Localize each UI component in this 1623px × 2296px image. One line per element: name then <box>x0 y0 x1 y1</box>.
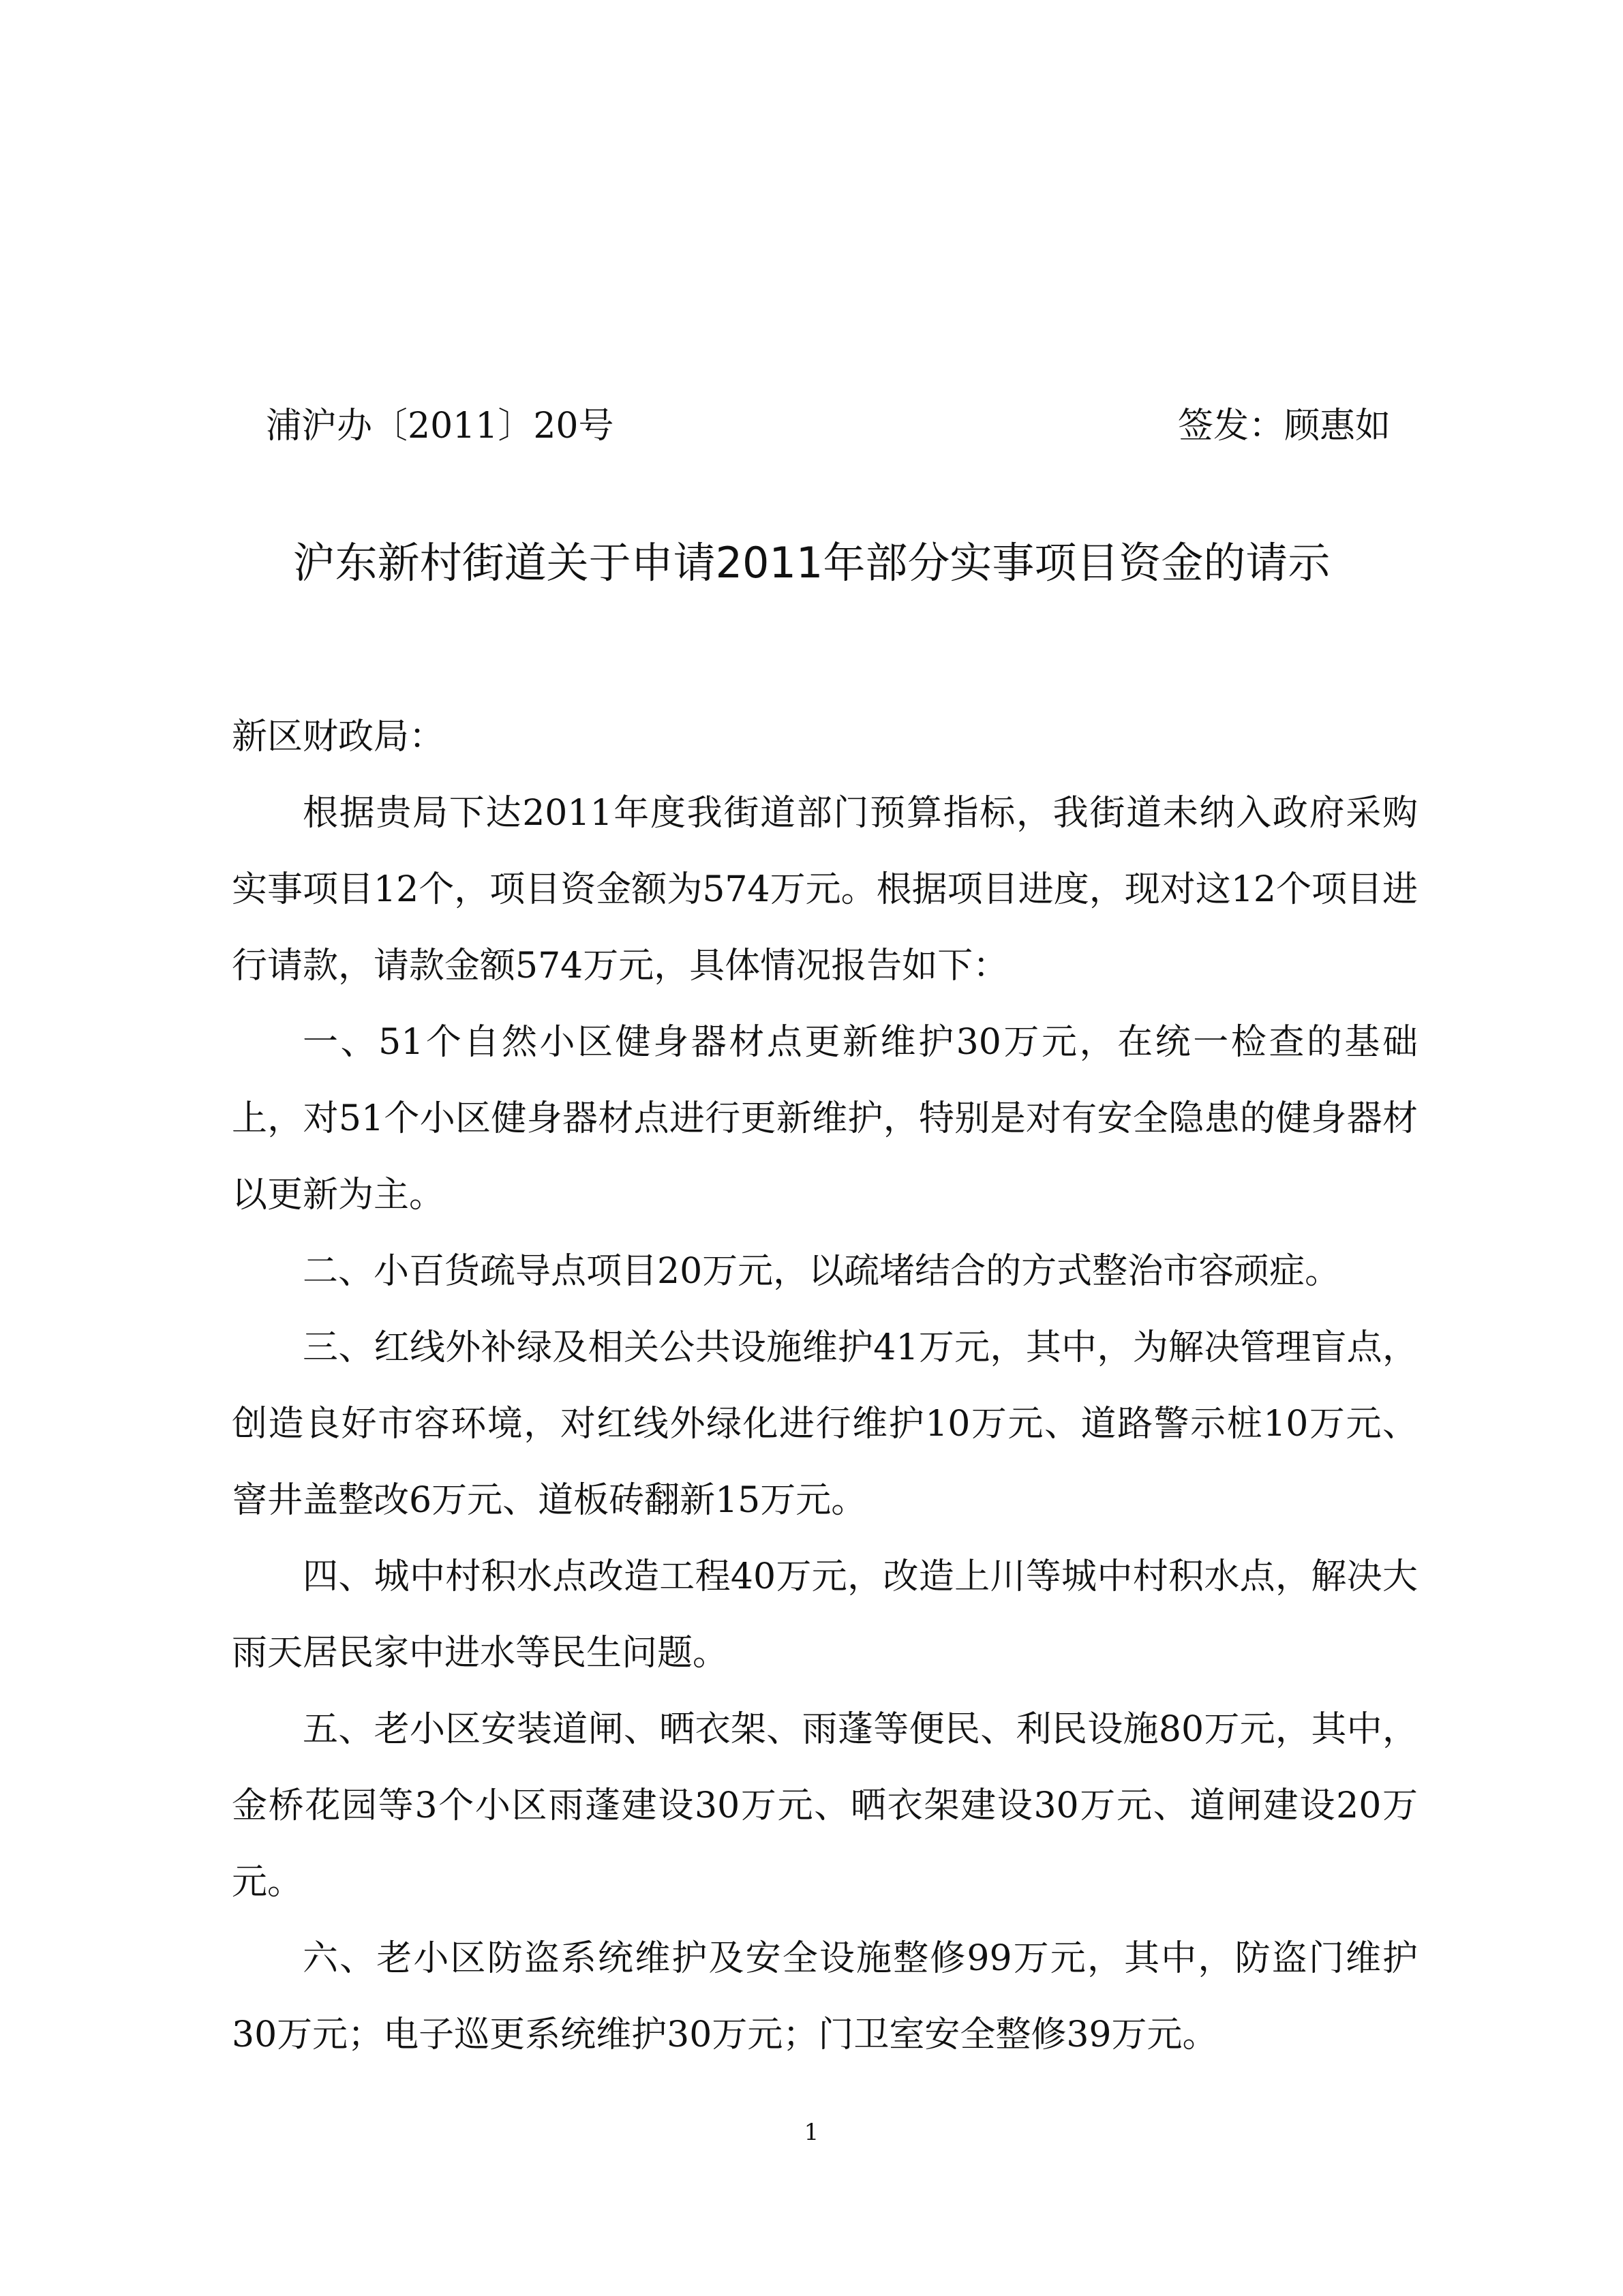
body-paragraph-intro: 根据贵局下达2011年度我街道部门预算指标，我街道未纳入政府采购实事项目12个，项目资金额为574万元。根据项目进度，现对这12个项目进行请款，请款金额574万元，具体情况报告如下： <box>232 793 1418 986</box>
issuer-signature-line: 签发：顾惠如 <box>1177 406 1391 447</box>
body-paragraph-item-1: 一、51个自然小区健身器材点更新维护30万元，在统一检查的基础上，对51个小区健身器材点进行更新维护，特别是对有安全隐患的健身器材以更新为主。 <box>232 1022 1418 1215</box>
body-paragraph-item-5: 五、老小区安装道闸、晒衣架、雨蓬等便民、利民设施80万元，其中，金桥花园等3个小区雨蓬建设30万元、晒衣架建设30万元、道闸建设20万元。 <box>232 1709 1418 1903</box>
body-paragraph-item-3: 三、红线外补绿及相关公共设施维护41万元，其中，为解决管理盲点，创造良好市容环境，对红线外绿化进行维护10万元、道路警示桩10万元、窨井盖整改6万元、道板砖翻新15万元。 <box>232 1327 1418 1521</box>
body-paragraph-item-6: 六、老小区防盗系统维护及安全设施整修99万元，其中，防盗门维护30万元；电子巡更系统维护30万元；门卫室安全整修39万元。 <box>232 1938 1418 2055</box>
page-number: 1 <box>804 2119 819 2146</box>
document-title: 沪东新村街道关于申请2011年部分实事项目资金的请示 <box>292 538 1331 588</box>
document-header <box>266 399 1391 453</box>
addressee: 新区财政局： <box>232 716 445 757</box>
document-number: 浦沪办〔2011〕20号 <box>266 406 614 447</box>
body-paragraph-item-2: 二、小百货疏导点项目20万元，以疏堵结合的方式整治市容顽症。 <box>303 1251 1341 1292</box>
document-body <box>232 699 1418 2073</box>
body-paragraph-item-4: 四、城中村积水点改造工程40万元，改造上川等城中村积水点，解决大雨天居民家中进水等民生问题。 <box>232 1556 1418 1674</box>
